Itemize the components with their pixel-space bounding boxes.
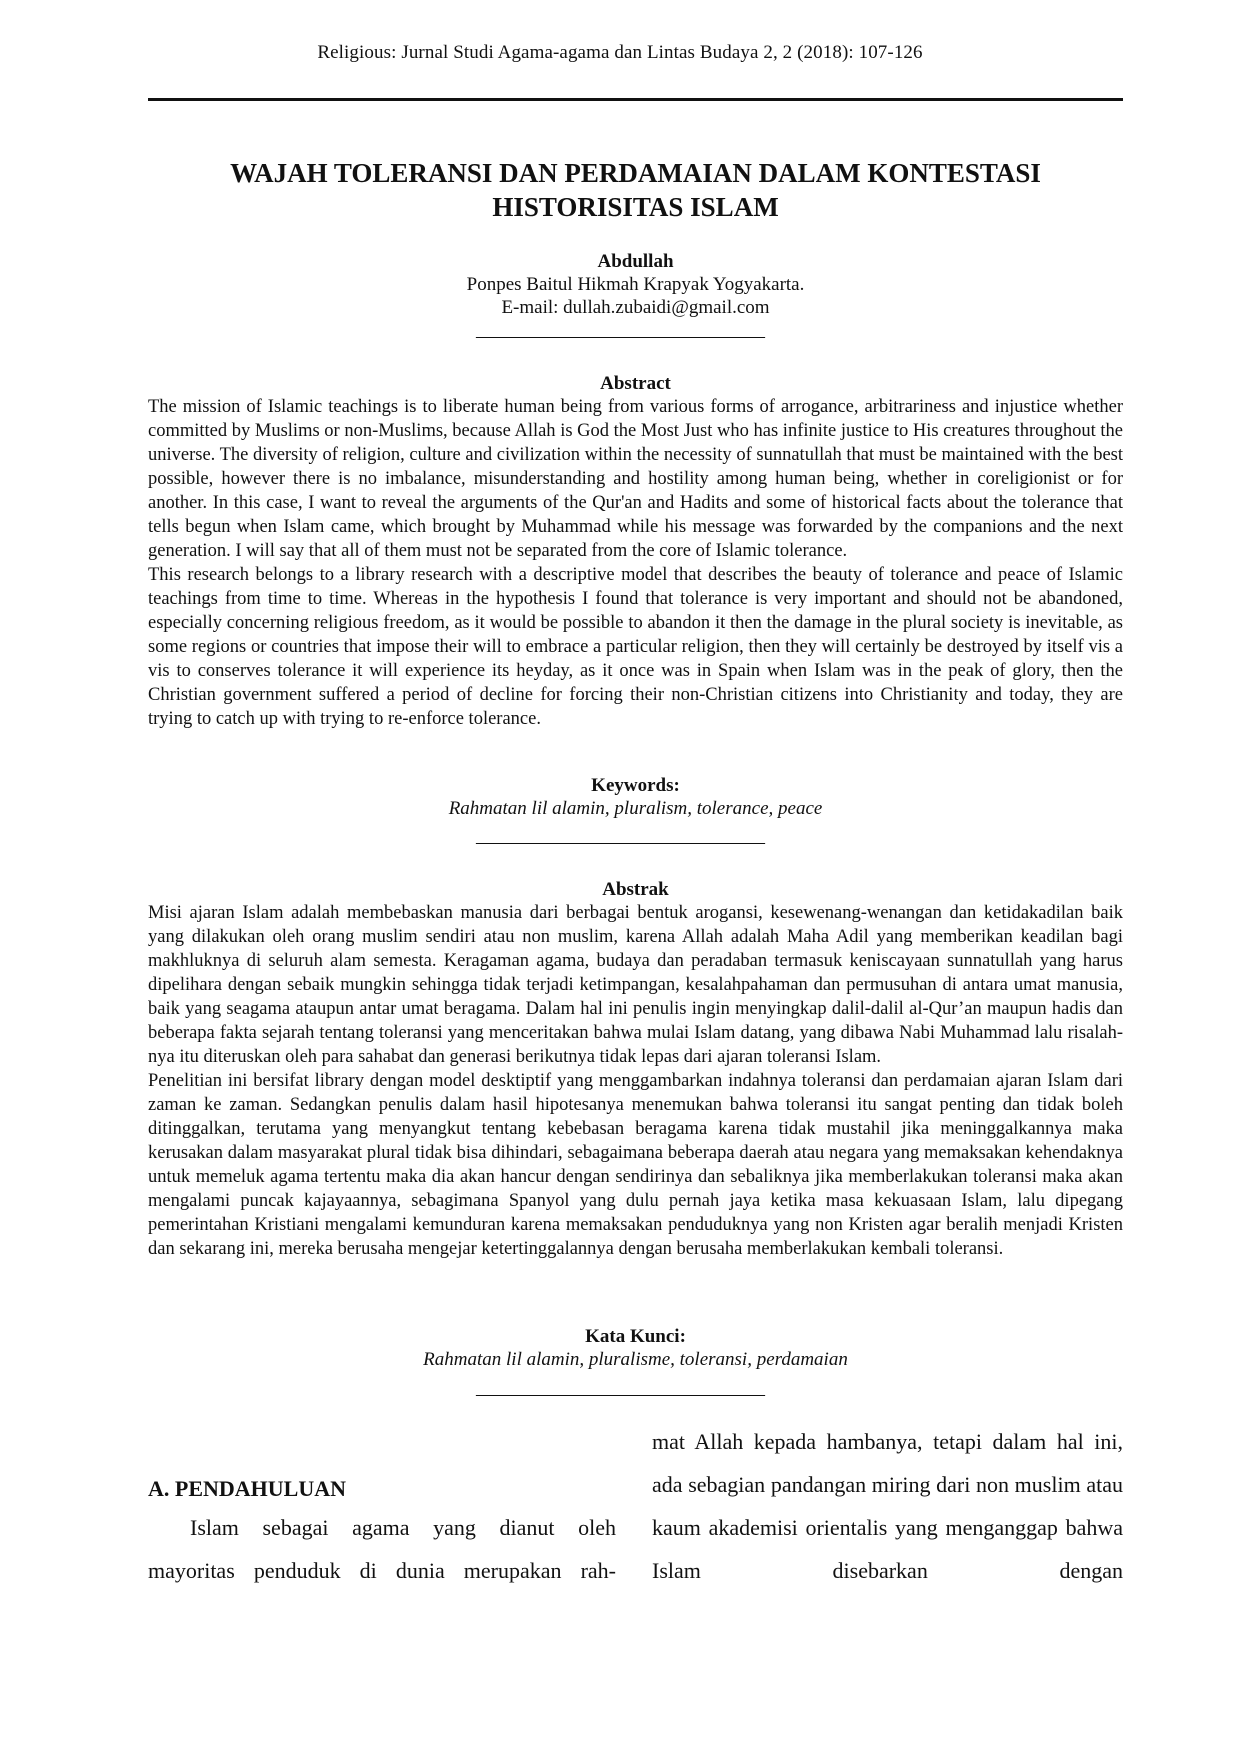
body-column-right <box>652 1420 1123 1592</box>
abstract-paragraph-1: The mission of Islamic teachings is to liberate human being from various forms of arrogance, arbitrariness and injustice whether committed by Muslims or non-Muslims, because Allah is God the Most Just who has infinite justice to His creatures throughout the universe. The diversity of religion, culture and civilization within the necessity of sunnatullah that must be maintained with the best possible, however there is no imbalance, misunderstanding and hostility among human being, whether in coreligionist or for another. In this case, I want to reveal the arguments of the Qur'an and Hadits and some of historical facts about the tolerance that tells begun when Islam came, which brought by Muhammad while his message was forwarded by the companions and the next generation. I will say that all of them must not be separated from the core of Islamic tolerance. <box>148 397 1123 561</box>
separator-line: ———————————————— <box>476 326 764 347</box>
abstrak-paragraph-1: Misi ajaran Islam adalah membebaskan manusia dari berbagai bentuk arogansi, kesewenang-wenangan dan ketidakadilan baik yang dilakukan oleh orang muslim sendiri atau non muslim, karena Allah adalah Maha Adil yang memberikan keadilan bagi makhluknya di seluruh alam semesta. Keragaman agama, budaya dan peradaban termasuk keniscayaan sunnatullah yang harus dipelihara dengan sebaik mungkin sehingga tidak terjadi ketimpangan, kesalahpahaman dan permusuhan di antara umat manusia, baik yang seagama ataupun antar umat beragama. Dalam hal ini penulis ingin menyingkap dalil-dalil al-Qur’an maupun hadis dan beberapa fakta sejarah tentang toleransi yang menceritakan bahwa mulai Islam datang, yang dibawa Nabi Muhammad lalu risalah-nya itu diteruskan oleh para sahabat dan generasi berikutnya tidak lepas dari ajaran toleransi Islam. <box>148 903 1123 1067</box>
kata-kunci-text: Rahmatan lil alamin, pluralisme, toleransi, perdamaian <box>423 1349 848 1370</box>
abstract-paragraph-2: This research belongs to a library research with a descriptive model that describes the beauty of tolerance and peace of Islamic teachings from time to time. Whereas in the hypothesis I found that tolerance is very important and should not be abandoned, especially concerning religious freedom, as it would be possible to abandon it then the damage in the plural society is inevitable, as some regions or countries that impose their will to embrace a particular religion, then they will certainly be destroyed by itself vis a vis to conserves tolerance it will experience its heyday, as it once was in Spain when Islam was in the peak of glory, then the Christian government suffered a period of decline for forcing their non-Christian citizens into Christianity and today, they are trying to catch up with trying to re-enforce tolerance. <box>148 565 1123 729</box>
title-line-2: HISTORISITAS ISLAM <box>492 192 779 222</box>
author-block <box>148 250 1123 319</box>
author-affiliation: Ponpes Baitul Hikmah Krapyak Yogyakarta. <box>466 274 805 295</box>
abstrak-paragraph-2: Penelitian ini bersifat library dengan model desktiptif yang menggambarkan indahnya toleransi dan perdamaian ajaran Islam dari zaman ke zaman. Sedangkan penulis dalam hasil hipotesanya menemukan bahwa toleransi itu sangat penting dan tidak boleh ditinggalkan, terutama yang menyangkut tentang kebebasan beragama karena tidak mustahil jika meninggalkannya maka kerusakan dalam masyarakat plural tidak bisa dihindari, sebagaimana beberapa daerah atau negara yang memaksakan kehendaknya untuk memeluk agama tertentu maka dia akan hancur dengan sendirinya dan sebaliknya jika memberlakukan toleransi maka akan mengalami puncak kajayaannya, sebagimana Spanyol yang dulu pernah jaya ketika masa kekuasaan Islam, lalu dipegang pemerintahan Kristiani mengalami kemunduran karena memaksakan penduduknya yang non Kristen agar beralih menjadi Kristen dan sekarang ini, mereka berusaha mengejar ketertinggalannya dengan berusaha memberlakukan kembali toleransi. <box>148 1071 1123 1259</box>
abstract-heading: Abstract <box>600 373 671 394</box>
section-heading-pendahuluan: A. PENDAHULUAN <box>148 1476 346 1501</box>
body-paragraph-left: Islam sebagai agama yang dianut oleh mayoritas penduduk di dunia merupakan rah- <box>148 1515 616 1583</box>
abstrak-body <box>148 901 1123 1261</box>
kata-kunci-heading: Kata Kunci: <box>585 1326 686 1347</box>
body-column-left <box>148 1474 616 1592</box>
keywords-text: Rahmatan lil alamin, pluralism, tolerance, peace <box>448 798 823 819</box>
separator-line: ———————————————— <box>476 832 764 853</box>
author-name: Abdullah <box>597 251 674 272</box>
keywords-heading: Keywords: <box>591 775 680 796</box>
header-rule <box>148 98 1123 101</box>
title-line-1: WAJAH TOLERANSI DAN PERDAMAIAN DALAM KONTESTASI <box>230 158 1041 188</box>
author-email: E-mail: dullah.zubaidi@gmail.com <box>501 297 770 318</box>
separator-line: ———————————————— <box>476 1384 764 1405</box>
running-header: Religious: Jurnal Studi Agama-agama dan Lintas Budaya 2, 2 (2018): 107-126 <box>317 42 923 63</box>
abstrak-heading: Abstrak <box>602 879 669 900</box>
body-paragraph-right: mat Allah kepada hambanya, tetapi dalam hal ini, ada sebagian pandangan miring dari non muslim atau kaum akademisi orientalis yang menganggap bahwa Islam disebarkan dengan <box>652 1429 1123 1583</box>
abstract-body <box>148 395 1123 731</box>
article-title <box>148 156 1123 224</box>
